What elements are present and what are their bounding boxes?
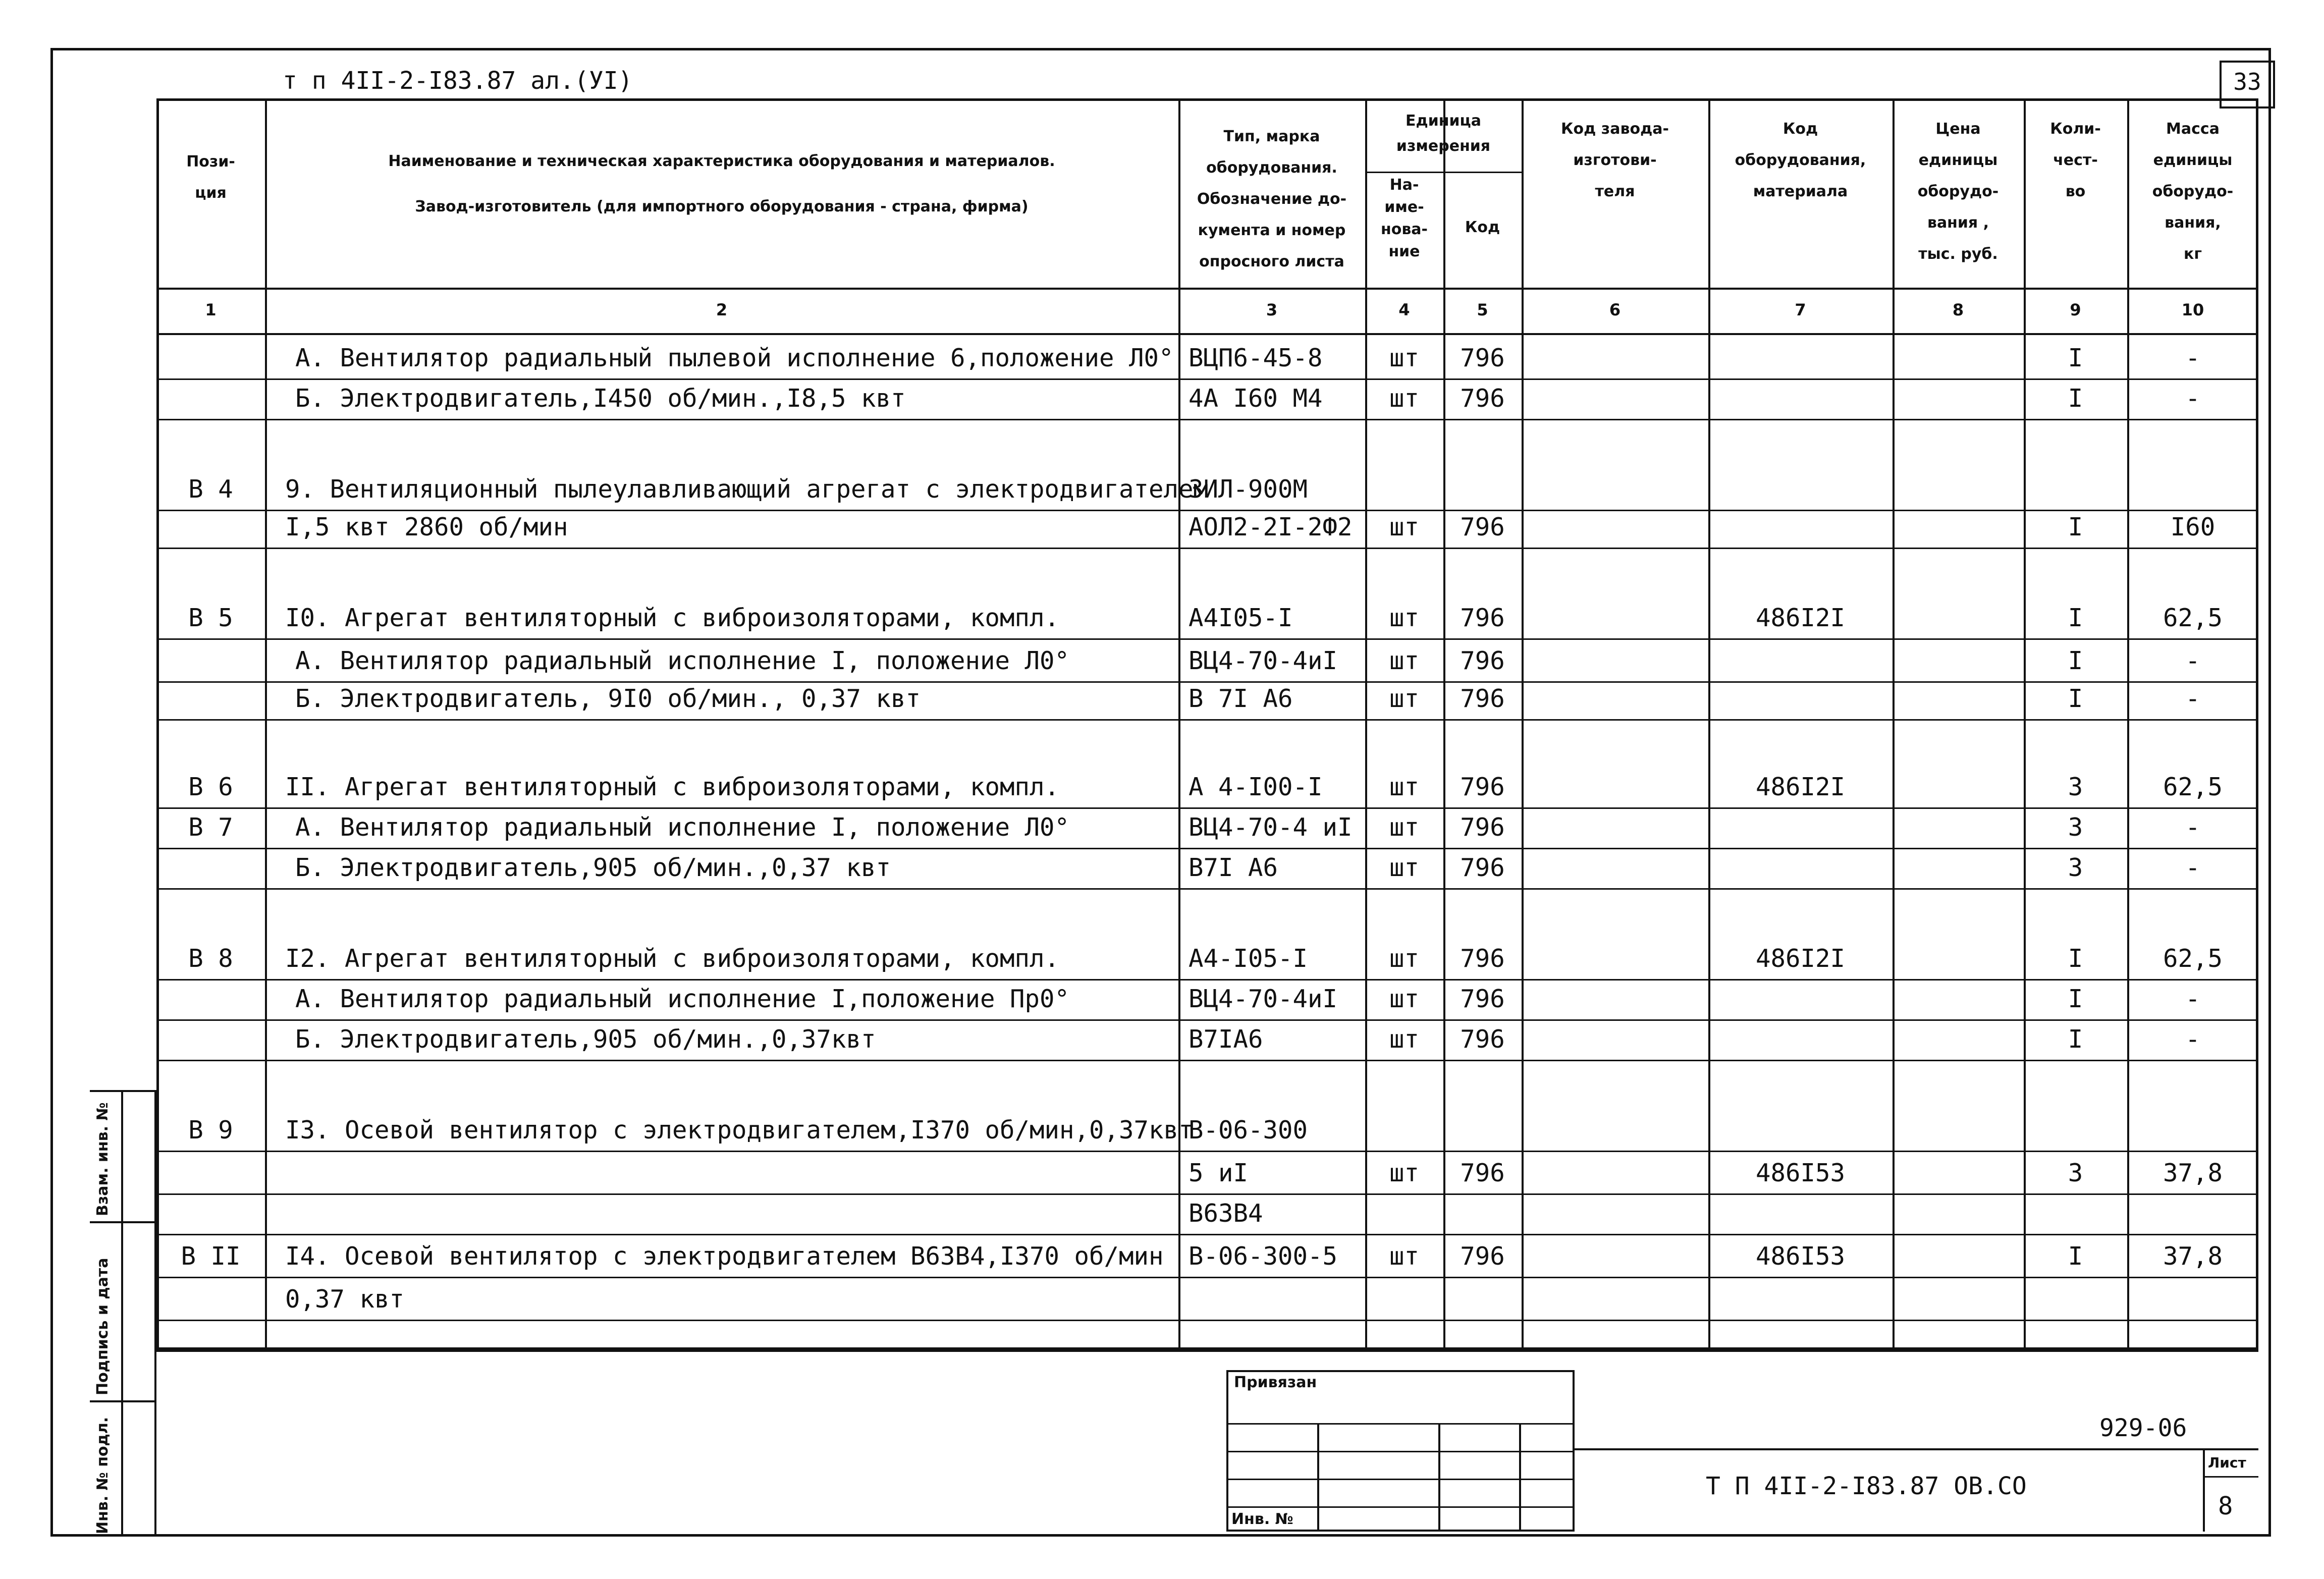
table-cell-type: В-06-300 xyxy=(1188,1116,1308,1145)
row-line xyxy=(156,1151,2258,1152)
table-cell-mass: 37,8 xyxy=(2163,1242,2223,1271)
table-cell-unit: шт xyxy=(1389,646,1419,675)
table-cell-mass: - xyxy=(2185,684,2200,713)
sidebar-inv-podl: Инв. № подл. xyxy=(94,1417,112,1534)
column-header-line: ция xyxy=(195,184,227,202)
column-header-line: вания , xyxy=(1927,214,1989,232)
table-cell-mass: - xyxy=(2185,853,2200,882)
table-cell-type: А4-I05-I xyxy=(1188,944,1308,973)
table-cell-type: 4А I60 М4 xyxy=(1188,384,1323,413)
table-cell-code: 796 xyxy=(1460,684,1505,713)
table-cell-pos: В 8 xyxy=(188,944,233,973)
table-cell-name: А. Вентилятор радиальный исполнение I,положение Пр0° xyxy=(295,985,1070,1013)
column-header-line: На- xyxy=(1389,176,1419,194)
row-line xyxy=(156,888,2258,890)
table-cell-pos: В II xyxy=(181,1242,241,1271)
row-line xyxy=(156,848,2258,849)
sidebar-podpis: Подпись и дата xyxy=(94,1258,112,1395)
list-label: Лист xyxy=(2208,1454,2246,1471)
table-cell-name: 9. Вентиляционный пылеулавливающий агрегат с электродвигателем xyxy=(285,475,1209,504)
table-cell-unit: шт xyxy=(1389,853,1419,882)
table-cell-code: 796 xyxy=(1460,985,1505,1013)
table-cell-equip: 486I2I xyxy=(1755,773,1845,801)
row-line xyxy=(156,419,2258,420)
table-cell-pos: В 5 xyxy=(188,604,233,632)
colnum-bottom-line xyxy=(156,333,2258,335)
stamp-inv-no: Инв. № xyxy=(1231,1510,1293,1528)
table-cell-type: В 7I А6 xyxy=(1188,684,1293,713)
stamp-vline-3 xyxy=(1519,1423,1521,1532)
column-header-line: вания, xyxy=(2165,214,2221,232)
table-cell-pos: В 9 xyxy=(188,1116,233,1145)
stamp-title-line xyxy=(1575,1448,2258,1450)
stamp-number: 929-06 xyxy=(2099,1414,2187,1442)
column-header-line: оборудо- xyxy=(1917,183,1999,200)
column-header-line: опросного листа xyxy=(1199,253,1344,270)
column-header-3 xyxy=(1178,121,1365,278)
table-cell-unit: шт xyxy=(1389,1159,1419,1187)
row-line xyxy=(156,378,2258,380)
table-cell-code: 796 xyxy=(1460,604,1505,632)
column-line-5 xyxy=(1522,98,1524,1350)
column-header-line: тыс. руб. xyxy=(1918,245,1998,263)
row-line xyxy=(156,548,2258,549)
stamp-vline-2 xyxy=(1438,1423,1440,1532)
table-cell-mass: I60 xyxy=(2170,513,2215,541)
column-line-1 xyxy=(265,98,267,1350)
stamp-privyazan: Привязан xyxy=(1234,1374,1317,1391)
column-header-line: Завод-изготовитель (для импортного оборудования - страна, фирма) xyxy=(415,198,1029,215)
table-cell-mass: - xyxy=(2185,985,2200,1013)
table-cell-code: 796 xyxy=(1460,1025,1505,1054)
column-number-5: 5 xyxy=(1477,300,1488,319)
table-cell-mass: 62,5 xyxy=(2163,604,2223,632)
table-cell-pos: В 4 xyxy=(188,475,233,504)
table-cell-qty: I xyxy=(2068,1025,2083,1054)
column-header-6 xyxy=(1522,114,1708,207)
table-cell-name: А. Вентилятор радиальный исполнение I, положение Л0° xyxy=(295,813,1070,842)
column-header-line: Пози- xyxy=(186,153,235,171)
table-cell-qty: I xyxy=(2068,944,2083,973)
row-line xyxy=(156,1060,2258,1061)
table-cell-code: 796 xyxy=(1460,513,1505,541)
table-cell-name: I,5 квт 2860 об/мин xyxy=(285,513,568,541)
stamp-doc-code: Т П 4II-2-I83.87 ОВ.СО xyxy=(1706,1472,2027,1500)
row-line xyxy=(156,1277,2258,1278)
column-header-line: Тип, марка xyxy=(1223,128,1320,145)
table-cell-name: Б. Электродвигатель, 9I0 об/мин., 0,37 квт xyxy=(295,684,921,713)
sidebar-line-1 xyxy=(90,1090,156,1092)
table-cell-name: II. Агрегат вентиляторный с виброизоляторами, компл. xyxy=(285,773,1060,801)
column-header-line: ние xyxy=(1388,243,1420,260)
sidebar-vzam: Взам. инв. № xyxy=(94,1102,112,1216)
list-number: 8 xyxy=(2218,1492,2233,1520)
unit-group-header-line: Единица xyxy=(1406,112,1481,130)
column-header-line: Код xyxy=(1782,120,1818,138)
column-number-9: 9 xyxy=(2070,300,2081,319)
column-number-10: 10 xyxy=(2181,300,2204,319)
table-cell-type: ВЦ4-70-4иI xyxy=(1188,985,1338,1013)
row-line xyxy=(156,1320,2258,1321)
column-number-4: 4 xyxy=(1398,300,1410,319)
unit-group-header xyxy=(1365,108,1522,159)
column-header-line: Код завода- xyxy=(1561,120,1669,138)
column-line-7 xyxy=(1893,98,1895,1350)
column-header-line: Код xyxy=(1465,219,1500,236)
header-bottom-line xyxy=(156,288,2258,290)
table-cell-code: 796 xyxy=(1460,1159,1505,1187)
stamp-line-3 xyxy=(1226,1479,1575,1480)
table-cell-mass: - xyxy=(2185,646,2200,675)
column-header-line: Коли- xyxy=(2050,120,2101,138)
sidebar-divider xyxy=(121,1090,123,1537)
table-cell-unit: шт xyxy=(1389,985,1419,1013)
row-line xyxy=(156,979,2258,981)
table-cell-mass: 62,5 xyxy=(2163,944,2223,973)
table-cell-name: Б. Электродвигатель,I450 об/мин.,I8,5 квт xyxy=(295,384,906,413)
column-number-8: 8 xyxy=(1952,300,1964,319)
table-cell-code: 796 xyxy=(1460,813,1505,842)
row-line xyxy=(156,1193,2258,1195)
table-cell-equip: 486I2I xyxy=(1755,604,1845,632)
column-header-line: чест- xyxy=(2053,151,2098,169)
row-line xyxy=(156,1019,2258,1021)
table-cell-type: А 4-I00-I xyxy=(1188,773,1323,801)
sidebar-line-2 xyxy=(90,1221,156,1223)
header-code: т п 4II-2-I83.87 ал.(УI) xyxy=(283,67,633,95)
table-cell-type: А4I05-I xyxy=(1188,604,1293,632)
unit-group-line xyxy=(1365,172,1522,173)
stamp-line-4 xyxy=(1226,1506,1575,1508)
column-header-line: Масса xyxy=(2166,120,2220,138)
table-cell-unit: шт xyxy=(1389,944,1419,973)
table-cell-type: В7I А6 xyxy=(1188,853,1278,882)
row-line xyxy=(156,681,2258,683)
row-line xyxy=(156,719,2258,721)
table-cell-name: 0,37 квт xyxy=(285,1285,405,1314)
column-header-line: име- xyxy=(1384,198,1424,216)
table-cell-type: В7IА6 xyxy=(1188,1025,1263,1054)
stamp-line-1 xyxy=(1226,1423,1575,1425)
column-header-line: единицы xyxy=(1918,151,1998,169)
table-cell-name: А. Вентилятор радиальный исполнение I, положение Л0° xyxy=(295,646,1070,675)
stamp-top-line xyxy=(156,1350,2258,1352)
table-cell-code: 796 xyxy=(1460,1242,1505,1271)
table-cell-unit: шт xyxy=(1389,1025,1419,1054)
column-header-line: кумента и номер xyxy=(1198,222,1346,239)
table-cell-name: I0. Агрегат вентиляторный с виброизоляторами, компл. xyxy=(285,604,1060,632)
table-cell-pos: В 6 xyxy=(188,773,233,801)
table-cell-type: ВЦ4-70-4иI xyxy=(1188,646,1338,675)
column-header-7 xyxy=(1708,114,1893,207)
column-header-line: оборудования. xyxy=(1206,159,1337,177)
table-cell-type: 5 иI xyxy=(1188,1159,1249,1187)
column-header-line: кг xyxy=(2183,245,2202,263)
table-cell-qty: I xyxy=(2068,384,2083,413)
page-corner-number: 33 xyxy=(2233,68,2261,95)
row-line xyxy=(156,1234,2258,1235)
column-header-line: Обозначение до- xyxy=(1197,190,1347,208)
table-cell-name: А. Вентилятор радиальный пылевой исполнение 6,положение Л0° xyxy=(295,344,1174,372)
table-cell-qty: I xyxy=(2068,344,2083,372)
column-header-line: теля xyxy=(1595,183,1635,200)
table-cell-mass: 37,8 xyxy=(2163,1159,2223,1187)
table-cell-equip: 486I53 xyxy=(1755,1242,1845,1271)
column-header-4 xyxy=(1365,174,1443,263)
list-line xyxy=(2203,1476,2258,1478)
table-cell-name: Б. Электродвигатель,905 об/мин.,0,37квт xyxy=(295,1025,876,1054)
column-number-7: 7 xyxy=(1795,300,1806,319)
column-header-line: во xyxy=(2065,183,2086,200)
table-cell-type: В63В4 xyxy=(1188,1199,1263,1228)
column-header-line: оборудования, xyxy=(1735,151,1866,169)
table-cell-type: В-06-300-5 xyxy=(1188,1242,1338,1271)
table-cell-qty: 3 xyxy=(2068,813,2083,842)
column-header-line: единицы xyxy=(2153,151,2233,169)
table-cell-type: ЗИЛ-900М xyxy=(1188,475,1308,504)
column-number-3: 3 xyxy=(1266,300,1278,319)
column-line-2 xyxy=(1178,98,1180,1350)
column-header-8 xyxy=(1893,114,2024,270)
table-cell-qty: I xyxy=(2068,646,2083,675)
column-header-line: оборудо- xyxy=(2152,183,2234,200)
stamp-vline-1 xyxy=(1317,1423,1319,1532)
table-cell-type: ВЦП6-45-8 xyxy=(1188,344,1323,372)
table-cell-unit: шт xyxy=(1389,513,1419,541)
table-cell-mass: - xyxy=(2185,344,2200,372)
column-header-line: Наименование и техническая характеристика оборудования и материалов. xyxy=(388,152,1055,170)
table-cell-pos: В 7 xyxy=(188,813,233,842)
row-line xyxy=(156,638,2258,640)
table-cell-type: АОЛ2-2I-2Ф2 xyxy=(1188,513,1353,541)
table-cell-mass: 62,5 xyxy=(2163,773,2223,801)
table-cell-qty: I xyxy=(2068,604,2083,632)
column-header-line: нова- xyxy=(1380,221,1428,238)
column-header-1 xyxy=(156,146,265,209)
table-cell-code: 796 xyxy=(1460,944,1505,973)
column-header-9 xyxy=(2024,114,2127,207)
table-cell-mass: - xyxy=(2185,1025,2200,1054)
table-cell-mass: - xyxy=(2185,813,2200,842)
table-cell-type: ВЦ4-70-4 иI xyxy=(1188,813,1353,842)
table-cell-qty: I xyxy=(2068,1242,2083,1271)
table-cell-mass: - xyxy=(2185,384,2200,413)
column-number-2: 2 xyxy=(716,300,728,319)
table-cell-qty: I xyxy=(2068,513,2083,541)
table-cell-name: I3. Осевой вентилятор с электродвигателем,I370 об/мин,0,37квт xyxy=(285,1116,1194,1145)
table-cell-qty: 3 xyxy=(2068,773,2083,801)
column-header-5 xyxy=(1443,212,1522,243)
table-cell-code: 796 xyxy=(1460,344,1505,372)
table-cell-name: I2. Агрегат вентиляторный с виброизоляторами, компл. xyxy=(285,944,1060,973)
table-cell-qty: I xyxy=(2068,684,2083,713)
table-cell-code: 796 xyxy=(1460,773,1505,801)
table-cell-code: 796 xyxy=(1460,853,1505,882)
table-cell-qty: 3 xyxy=(2068,1159,2083,1187)
table-cell-unit: шт xyxy=(1389,684,1419,713)
row-line xyxy=(156,807,2258,809)
table-cell-unit: шт xyxy=(1389,813,1419,842)
table-cell-unit: шт xyxy=(1389,773,1419,801)
row-line xyxy=(156,510,2258,511)
table-cell-unit: шт xyxy=(1389,1242,1419,1271)
table-cell-name: Б. Электродвигатель,905 об/мин.,0,37 квт xyxy=(295,853,891,882)
table-cell-unit: шт xyxy=(1389,384,1419,413)
stamp-line-2 xyxy=(1226,1451,1575,1452)
table-cell-name: I4. Осевой вентилятор с электродвигателем В63В4,I370 об/мин xyxy=(285,1242,1164,1271)
column-header-line: изготови- xyxy=(1573,151,1657,169)
table-cell-qty: I xyxy=(2068,985,2083,1013)
unit-group-header-line: измерения xyxy=(1396,137,1491,155)
table-cell-unit: шт xyxy=(1389,344,1419,372)
table-cell-unit: шт xyxy=(1389,604,1419,632)
column-number-6: 6 xyxy=(1609,300,1621,319)
column-header-line: материала xyxy=(1753,183,1848,200)
table-cell-code: 796 xyxy=(1460,646,1505,675)
sidebar-line-3 xyxy=(90,1400,156,1402)
table-cell-qty: 3 xyxy=(2068,853,2083,882)
table-cell-equip: 486I53 xyxy=(1755,1159,1845,1187)
table-cell-code: 796 xyxy=(1460,384,1505,413)
column-header-10 xyxy=(2127,114,2258,270)
column-number-1: 1 xyxy=(205,300,217,319)
column-header-2 xyxy=(265,139,1178,230)
table-cell-equip: 486I2I xyxy=(1755,944,1845,973)
column-header-line: Цена xyxy=(1935,120,1981,138)
